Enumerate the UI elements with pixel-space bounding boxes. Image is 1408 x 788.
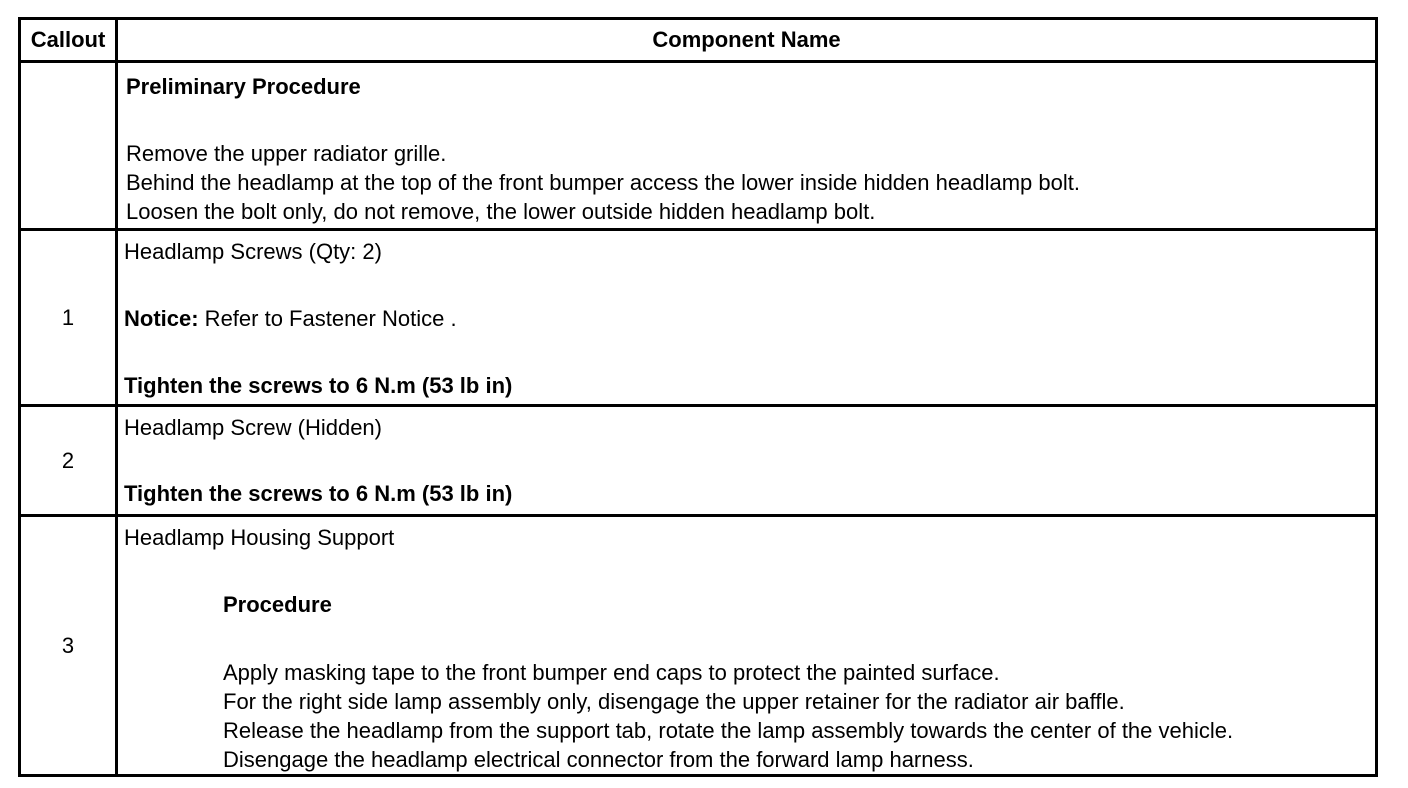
torque-spec: Tighten the screws to 6 N.m (53 lb in) xyxy=(124,373,513,398)
procedure-step: For the right side lamp assembly only, disengage the upper retainer for the radiator air baffle. xyxy=(223,689,1125,714)
preliminary-callout-cell xyxy=(21,63,115,228)
preliminary-step: Loosen the bolt only, do not remove, the lower outside hidden headlamp bolt. xyxy=(126,199,876,224)
table-row xyxy=(21,514,1375,774)
procedure-step: Disengage the headlamp electrical connector from the forward lamp harness. xyxy=(223,747,974,772)
component-cell xyxy=(118,517,1375,774)
table-row xyxy=(21,404,1375,514)
callout-number: 1 xyxy=(61,304,75,330)
table-header-row xyxy=(21,20,1375,60)
preliminary-row xyxy=(21,60,1375,228)
component-name-header: Component Name xyxy=(652,27,841,52)
component-name: Headlamp Screws (Qty: 2) xyxy=(124,239,382,264)
callout-number: 2 xyxy=(61,447,75,473)
procedure-table xyxy=(18,17,1378,777)
procedure-step: Apply masking tape to the front bumper end caps to protect the painted surface. xyxy=(223,660,1000,685)
component-cell xyxy=(118,407,1375,514)
procedure-title: Procedure xyxy=(223,592,332,617)
notice-text: Refer to Fastener Notice . xyxy=(198,306,457,331)
table-row xyxy=(21,228,1375,404)
procedure-step: Release the headlamp from the support tab, rotate the lamp assembly towards the center of the vehicle. xyxy=(223,718,1234,743)
notice-line xyxy=(124,308,457,330)
preliminary-title: Preliminary Procedure xyxy=(126,74,361,99)
callout-number: 3 xyxy=(61,632,75,658)
component-name: Headlamp Screw (Hidden) xyxy=(124,415,382,440)
component-name: Headlamp Housing Support xyxy=(124,525,395,550)
notice-label: Notice: xyxy=(124,306,199,331)
component-cell xyxy=(118,231,1375,404)
preliminary-step: Behind the headlamp at the top of the front bumper access the lower inside hidden headlamp bolt. xyxy=(126,170,1080,195)
torque-spec: Tighten the screws to 6 N.m (53 lb in) xyxy=(124,481,513,506)
preliminary-content xyxy=(118,63,1375,228)
preliminary-step: Remove the upper radiator grille. xyxy=(126,141,447,166)
callout-header: Callout xyxy=(30,27,106,52)
